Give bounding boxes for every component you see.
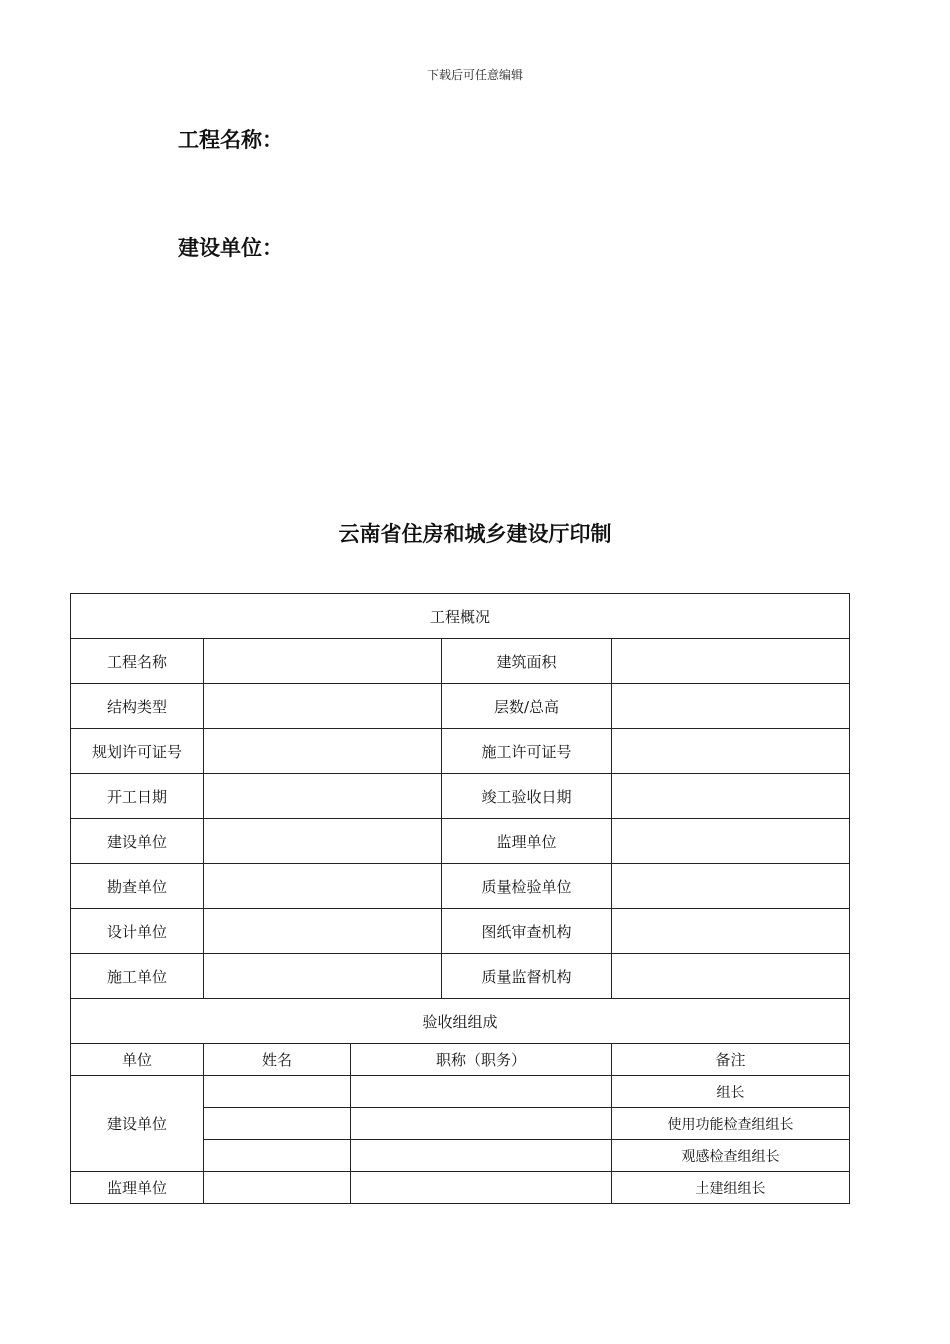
field-value[interactable] — [612, 684, 850, 729]
table-header-row — [71, 1044, 850, 1076]
field-label: 建设单位 — [71, 819, 204, 864]
project-form-table — [70, 593, 850, 1204]
note-cell: 观感检查组组长 — [612, 1140, 850, 1172]
column-header: 姓名 — [204, 1044, 351, 1076]
title-value[interactable] — [351, 1172, 612, 1204]
field-value[interactable] — [612, 909, 850, 954]
field-label: 层数/总高 — [442, 684, 612, 729]
table-row — [71, 819, 850, 864]
table-row — [71, 684, 850, 729]
field-value[interactable] — [204, 639, 442, 684]
note-cell: 使用功能检查组组长 — [612, 1108, 850, 1140]
header-note: 下载后可任意编辑 — [426, 68, 523, 82]
note-cell: 组长 — [612, 1076, 850, 1108]
field-label: 结构类型 — [71, 684, 204, 729]
field-value[interactable] — [204, 684, 442, 729]
table-row — [71, 864, 850, 909]
field-value[interactable] — [612, 774, 850, 819]
acceptance-title: 验收组组成 — [71, 999, 850, 1044]
field-value[interactable] — [204, 774, 442, 819]
note-cell: 土建组组长 — [612, 1172, 850, 1204]
field-label: 工程名称 — [71, 639, 204, 684]
field-value[interactable] — [204, 819, 442, 864]
unit-cell: 建设单位 — [71, 1076, 204, 1172]
field-label: 监理单位 — [442, 819, 612, 864]
field-label: 勘查单位 — [71, 864, 204, 909]
field-label: 竣工验收日期 — [442, 774, 612, 819]
title-value[interactable] — [351, 1108, 612, 1140]
field-value[interactable] — [612, 819, 850, 864]
field-value[interactable] — [612, 864, 850, 909]
title-value[interactable] — [351, 1076, 612, 1108]
field-label: 设计单位 — [71, 909, 204, 954]
name-value[interactable] — [204, 1172, 351, 1204]
column-header: 备注 — [612, 1044, 850, 1076]
title-value[interactable] — [351, 1140, 612, 1172]
field-value[interactable] — [204, 864, 442, 909]
table-row — [71, 1076, 850, 1108]
field-label: 开工日期 — [71, 774, 204, 819]
table-row — [71, 909, 850, 954]
field-label: 施工单位 — [71, 954, 204, 999]
field-label: 建筑面积 — [442, 639, 612, 684]
field-label: 质量监督机构 — [442, 954, 612, 999]
field-label: 图纸审查机构 — [442, 909, 612, 954]
name-value[interactable] — [204, 1076, 351, 1108]
table-row — [71, 639, 850, 684]
name-value[interactable] — [204, 1108, 351, 1140]
table-row — [71, 1172, 850, 1204]
field-label: 质量检验单位 — [442, 864, 612, 909]
column-header: 职称（职务） — [351, 1044, 612, 1076]
builder-label: 建设单位： — [178, 236, 283, 260]
field-value[interactable] — [204, 954, 442, 999]
table-row — [71, 954, 850, 999]
field-value[interactable] — [612, 639, 850, 684]
field-value[interactable] — [612, 729, 850, 774]
table-row — [71, 774, 850, 819]
field-value[interactable] — [204, 729, 442, 774]
field-label: 施工许可证号 — [442, 729, 612, 774]
name-value[interactable] — [204, 1140, 351, 1172]
overview-title: 工程概况 — [71, 594, 850, 639]
table-row — [71, 729, 850, 774]
project-name-label: 工程名称： — [178, 128, 283, 152]
field-label: 规划许可证号 — [71, 729, 204, 774]
issuer-title: 云南省住房和城乡建设厅印制 — [338, 522, 612, 546]
field-value[interactable] — [204, 909, 442, 954]
unit-cell: 监理单位 — [71, 1172, 204, 1204]
column-header: 单位 — [71, 1044, 204, 1076]
field-value[interactable] — [612, 954, 850, 999]
